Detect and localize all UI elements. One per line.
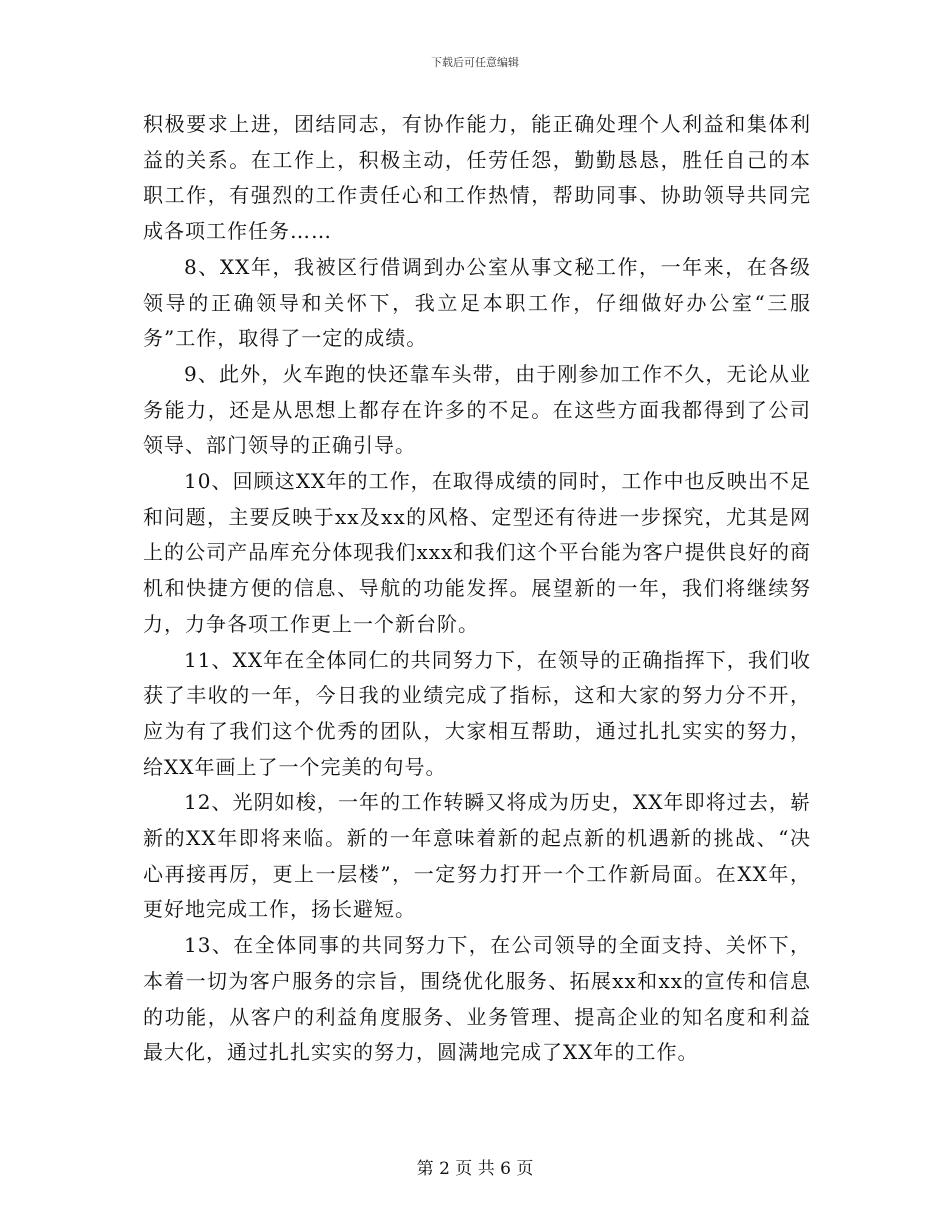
page-header: 下载后可任意编辑	[431, 56, 519, 69]
paragraph-item-9: 9、此外，火车跑的快还靠车头带，由于刚参加工作不久，无论从业务能力，还是从思想上都存在许多的不足。在这些方面我都得到了公司领导、部门领导的正确引导。	[143, 361, 811, 458]
paragraph-item-13: 13、在全体同事的共同努力下，在公司领导的全面支持、关怀下，本着一切为客户服务的宗旨，围绕优化服务、拓展xx和xx的宣传和信息的功能，从客户的利益角度服务、业务管理、提高企业的知名度和利益最大化，通过扎扎实实的努力，圆满地完成了XX年的工作。	[143, 933, 811, 1065]
page-number-footer: 第 2 页 共 6 页	[416, 1159, 534, 1179]
paragraph-item-8: 8、XX年，我被区行借调到办公室从事文秘工作，一年来，在各级领导的正确领导和关怀下，我立足本职工作，仔细做好办公室“三服务”工作，取得了一定的成绩。	[143, 254, 811, 351]
paragraph-item-11: 11、XX年在全体同仁的共同努力下，在领导的正确指挥下，我们收获了丰收的一年，今日我的业绩完成了指标，这和大家的努力分不开，应为有了我们这个优秀的团队，大家相互帮助，通过扎扎实实的努力，给XX年画上了一个完美的句号。	[143, 647, 811, 779]
paragraph-continued: 积极要求上进，团结同志，有协作能力，能正确处理个人利益和集体利益的关系。在工作上，积极主动，任劳任怨，勤勤恳恳，胜任自己的本职工作，有强烈的工作责任心和工作热情，帮助同事、协助领导共同完成各项工作任务……	[143, 112, 811, 244]
paragraph-item-12: 12、光阴如梭，一年的工作转瞬又将成为历史，XX年即将过去，崭新的XX年即将来临。新的一年意味着新的起点新的机遇新的挑战、“决心再接再厉，更上一层楼”，一定努力打开一个工作新局面。在XX年，更好地完成工作，扬长避短。	[143, 790, 811, 922]
paragraph-item-10: 10、回顾这XX年的工作，在取得成绩的同时，工作中也反映出不足和问题，主要反映于xx及xx的风格、定型还有待进一步探究，尤其是网上的公司产品库充分体现我们xxx和我们这个平台能为客户提供良好的商机和快捷方便的信息、导航的功能发挥。展望新的一年，我们将继续努力，力争各项工作更上一个新台阶。	[143, 469, 811, 636]
document-body	[143, 107, 811, 1071]
